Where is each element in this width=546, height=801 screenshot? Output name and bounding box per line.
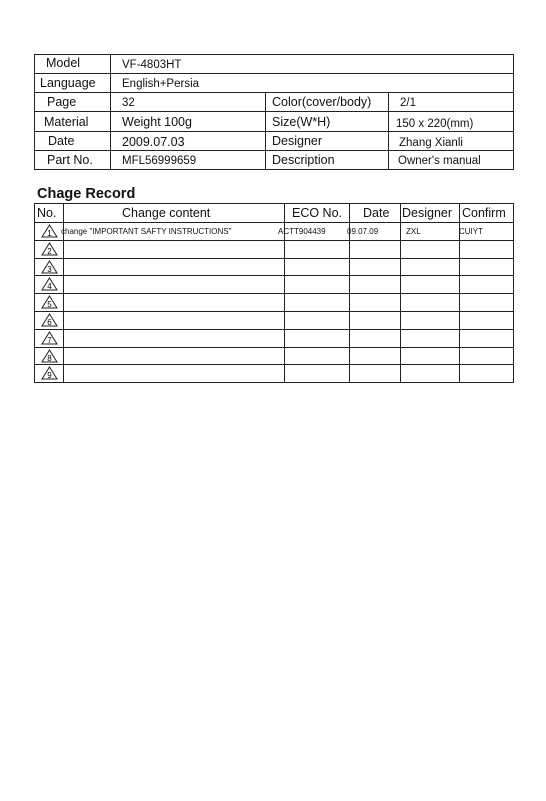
header-designer: Designer xyxy=(402,206,453,220)
designer-label: Designer xyxy=(272,134,323,148)
revision-number: 7 xyxy=(47,336,52,345)
header-change-content: Change content xyxy=(122,206,211,220)
size-value: 150 x 220(mm) xyxy=(396,118,474,130)
color-label: Color(cover/body) xyxy=(272,95,372,109)
revision-number: 6 xyxy=(47,318,52,327)
table-rule xyxy=(34,203,514,204)
change-record-table xyxy=(34,203,514,383)
table-rule xyxy=(34,73,514,74)
table-rule xyxy=(34,347,514,348)
table-rule xyxy=(400,203,401,382)
revision-number: 2 xyxy=(47,247,52,256)
description-label: Description xyxy=(272,153,335,167)
model-label: Model xyxy=(46,56,81,70)
table-rule xyxy=(265,92,266,170)
designer-value: Zhang Xianli xyxy=(399,137,463,149)
language-label: Language xyxy=(40,76,96,90)
eco-no-cell: ACTT904439 xyxy=(278,227,326,236)
table-rule xyxy=(34,92,514,93)
header-no: No. xyxy=(37,206,57,220)
revision-triangle-icon xyxy=(41,366,58,380)
table-rule xyxy=(34,311,514,312)
change-content-cell: change "IMPORTANT SAFTY INSTRUCTIONS" xyxy=(61,227,232,236)
part-no-value: MFL56999659 xyxy=(122,155,197,167)
table-rule xyxy=(34,54,35,170)
page-label: Page xyxy=(47,95,77,109)
model-value: VF-4803HT xyxy=(122,59,182,71)
date-cell: 09.07.09 xyxy=(347,227,379,236)
table-rule xyxy=(34,293,514,294)
material-value: Weight 100g xyxy=(122,115,192,129)
revision-triangle-icon xyxy=(41,260,58,274)
revision-triangle-icon xyxy=(41,277,58,291)
table-rule xyxy=(34,240,514,241)
table-rule xyxy=(513,203,514,382)
table-rule xyxy=(110,54,111,170)
table-rule xyxy=(34,275,514,276)
revision-number: 3 xyxy=(47,265,52,274)
designer-cell: ZXL xyxy=(406,227,421,236)
date-label: Date xyxy=(48,134,75,148)
revision-triangle-icon xyxy=(41,313,58,327)
revision-triangle-icon xyxy=(41,295,58,309)
date-value: 2009.07.03 xyxy=(122,135,185,149)
table-rule xyxy=(34,203,35,382)
table-rule xyxy=(34,222,514,223)
language-value: English+Persia xyxy=(122,78,200,90)
table-rule xyxy=(34,258,514,259)
header-confirm: Confirm xyxy=(462,206,506,220)
spec-table xyxy=(34,54,514,170)
revision-number: 5 xyxy=(47,300,52,309)
table-rule xyxy=(34,364,514,365)
revision-number: 4 xyxy=(47,282,52,291)
table-rule xyxy=(388,92,389,170)
color-value: 2/1 xyxy=(400,97,416,109)
revision-triangle-icon xyxy=(41,331,58,345)
record-title: Chage Record xyxy=(37,186,136,202)
revision-triangle-icon xyxy=(41,242,58,256)
table-rule xyxy=(34,382,514,383)
revision-number: 9 xyxy=(47,371,52,380)
description-value: Owner's manual xyxy=(398,155,481,167)
header-date: Date xyxy=(363,206,390,220)
revision-triangle-icon xyxy=(41,349,58,363)
page-value: 32 xyxy=(122,97,135,109)
table-rule xyxy=(34,111,514,112)
part-no-label: Part No. xyxy=(47,153,93,167)
revision-number: 1 xyxy=(47,229,52,238)
table-rule xyxy=(34,54,514,55)
confirm-cell: CUIYT xyxy=(459,227,483,236)
table-rule xyxy=(34,169,514,170)
size-label: Size(W*H) xyxy=(272,115,331,129)
header-eco-no: ECO No. xyxy=(292,206,343,220)
table-rule xyxy=(34,329,514,330)
revision-triangle-icon xyxy=(41,224,58,238)
table-rule xyxy=(513,54,514,170)
revision-number: 8 xyxy=(47,354,52,363)
material-label: Material xyxy=(44,115,89,129)
